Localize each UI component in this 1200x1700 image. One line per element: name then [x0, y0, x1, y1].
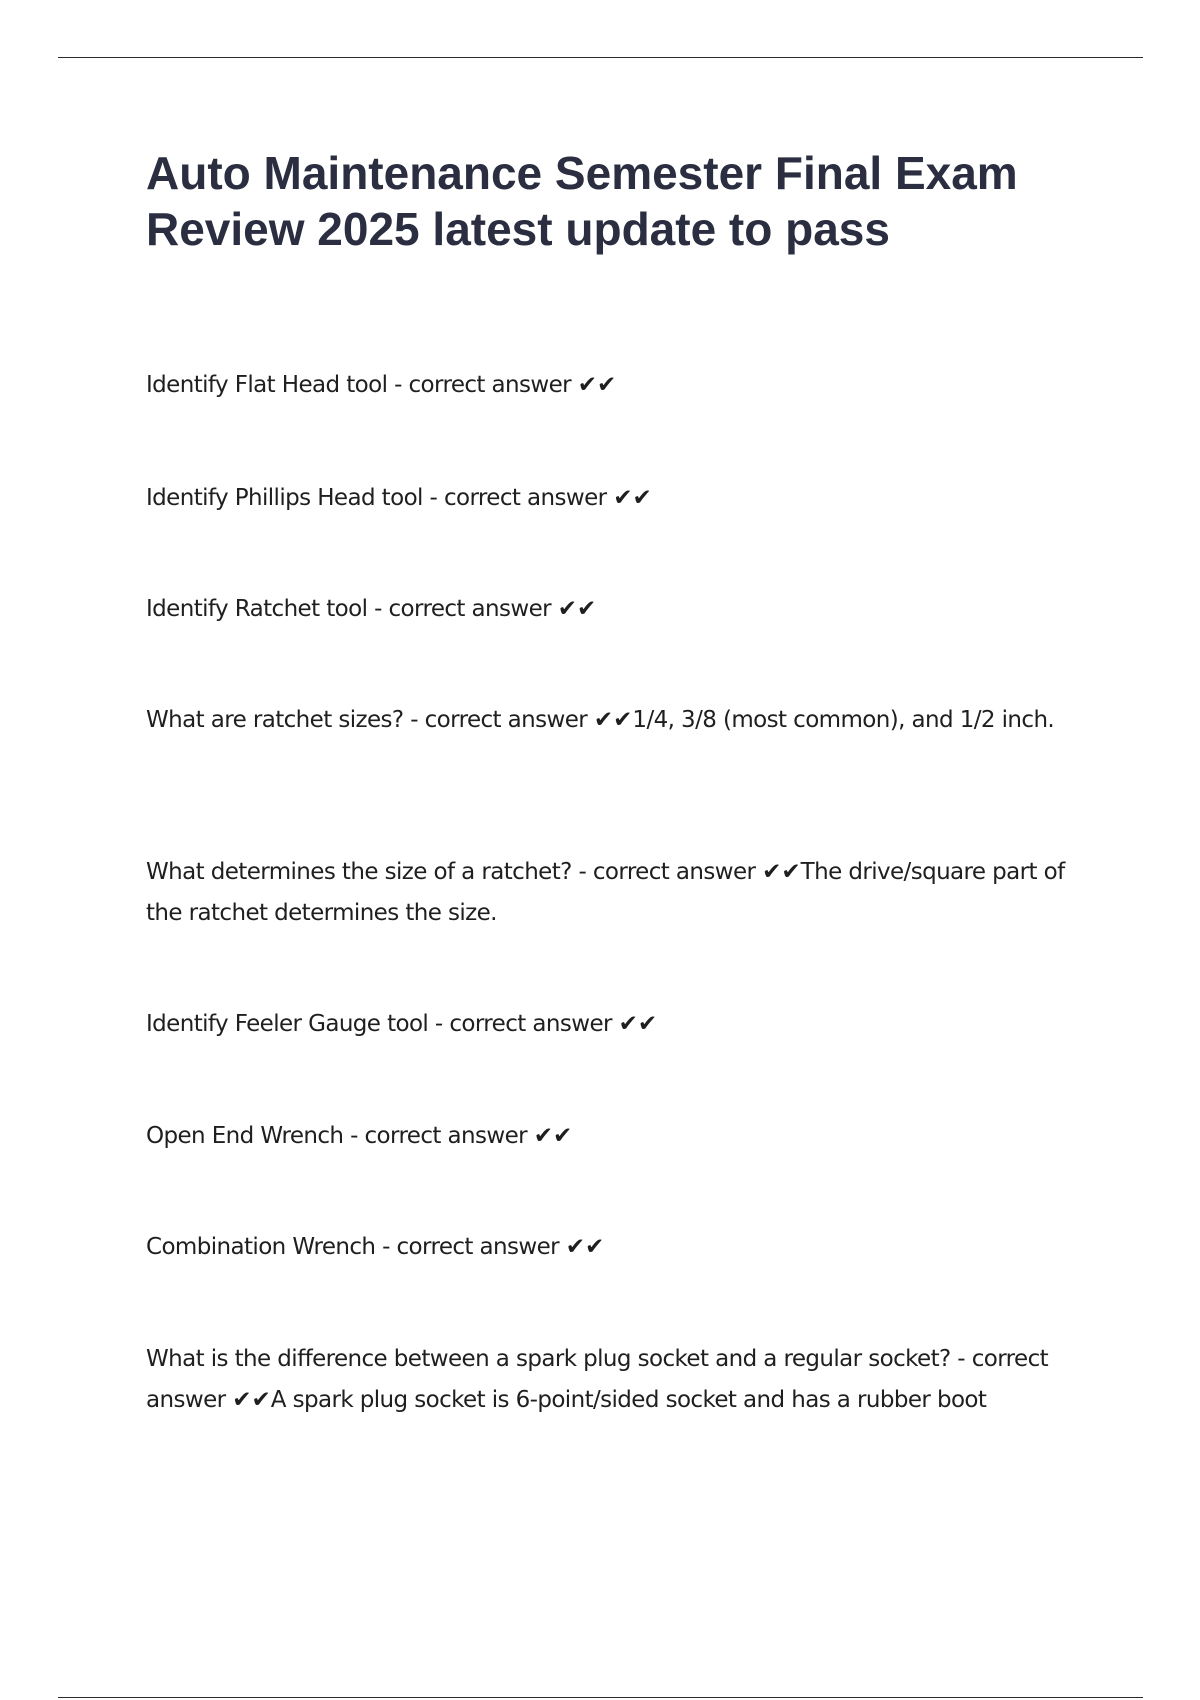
qa-item	[146, 478, 1106, 519]
qa-item	[146, 1004, 1106, 1045]
answer-text: The drive/square part of the ratchet determines the size.	[146, 859, 1065, 926]
question-text: Open End Wrench - correct answer	[146, 1123, 528, 1149]
question-text: Identify Phillips Head tool - correct answer	[146, 485, 607, 511]
check-marks: ✔✔	[613, 485, 652, 511]
qa-item	[146, 1339, 1106, 1421]
check-marks: ✔✔	[533, 1123, 573, 1149]
question-text: Combination Wrench - correct answer	[146, 1234, 560, 1260]
question-text: What is the difference between a spark plug socket and a regular socket? - correct answer	[146, 1346, 1049, 1413]
top-divider	[58, 57, 1143, 58]
question-text: What determines the size of a ratchet? - correct answer	[146, 859, 756, 885]
qa-item	[146, 365, 1106, 406]
qa-item	[146, 1227, 1106, 1268]
check-marks: ✔✔	[618, 1011, 658, 1037]
qa-item	[146, 700, 1106, 741]
question-text: Identify Ratchet tool - correct answer	[146, 596, 552, 622]
check-marks: ✔✔	[232, 1387, 271, 1413]
question-text: Identify Flat Head tool - correct answer	[146, 372, 572, 398]
document-title: Auto Maintenance Semester Final Exam Review 2025 latest update to pass	[146, 147, 1018, 255]
qa-item	[146, 589, 1106, 630]
check-marks: ✔✔	[762, 859, 801, 885]
bottom-divider	[58, 1697, 1143, 1698]
check-marks: ✔✔	[565, 1234, 605, 1260]
check-marks: ✔✔	[593, 707, 633, 733]
question-text: Identify Feeler Gauge tool - correct answer	[146, 1011, 612, 1037]
answer-text: 1/4, 3/8 (most common), and 1/2 inch.	[632, 707, 1055, 733]
qa-item	[146, 852, 1106, 934]
answer-text: A spark plug socket is 6-point/sided socket and has a rubber boot	[270, 1387, 987, 1413]
check-marks: ✔✔	[577, 372, 617, 398]
qa-item	[146, 1116, 1106, 1157]
question-text: What are ratchet sizes? - correct answer	[146, 707, 588, 733]
check-marks: ✔✔	[557, 596, 597, 622]
